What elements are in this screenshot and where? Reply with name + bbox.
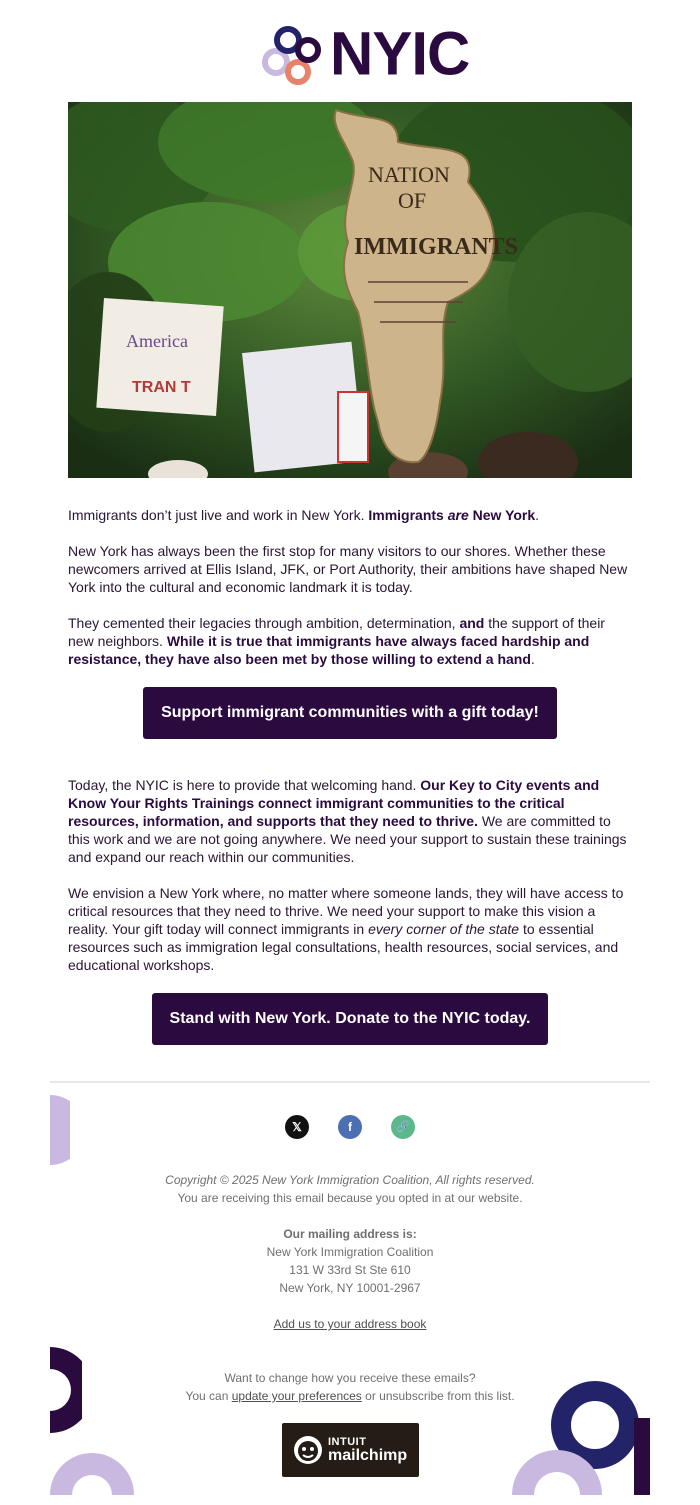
mailing-address-block bbox=[50, 1225, 650, 1297]
donate-button-primary[interactable]: Support immigrant communities with a gift today! bbox=[143, 687, 557, 739]
update-preferences-link[interactable]: update your preferences bbox=[231, 1389, 362, 1403]
link-icon[interactable]: 🔗 bbox=[391, 1115, 415, 1139]
svg-text:America: America bbox=[126, 331, 188, 351]
optin-reason-text: You are receiving this email because you opted in at our website. bbox=[177, 1191, 523, 1205]
middle-paragraph-1: Today, the NYIC is here to provide that welcoming hand. Our Key to City events and Know Your Rights Trainings connect immigrant communities to the critical resources, information, and supports that they need to thrive. We are committed to this work and we are not going anywhere. We need your support to sustain these trainings and expand our reach within our communities. bbox=[68, 777, 627, 865]
hero-illustration bbox=[68, 102, 632, 478]
add-to-address-book-link[interactable]: Add us to your address book bbox=[273, 1317, 427, 1331]
svg-text:TRAN T: TRAN T bbox=[132, 379, 191, 396]
intuit-text: INTUIT bbox=[328, 1436, 367, 1448]
city-address: New York, NY 10001-2967 bbox=[279, 1281, 421, 1295]
deco-lavender-arc-left bbox=[50, 1090, 70, 1170]
nyic-wordmark: NYIC bbox=[330, 19, 470, 88]
svg-text:IMMIGRANTS: IMMIGRANTS bbox=[354, 234, 519, 260]
mailing-address-label: Our mailing address is: bbox=[283, 1227, 417, 1241]
deco-lavender-ring-bottom-left bbox=[50, 1447, 134, 1495]
mailchimp-badge[interactable] bbox=[282, 1423, 419, 1477]
hero-image[interactable] bbox=[68, 102, 632, 478]
nyic-logo[interactable] bbox=[262, 19, 470, 88]
x-icon[interactable]: 𝕏 bbox=[285, 1115, 309, 1139]
freddie-icon bbox=[292, 1434, 324, 1466]
footer-divider bbox=[50, 1081, 650, 1083]
preferences-line: You can update your preferences or unsubscribe from this list. bbox=[185, 1389, 515, 1403]
org-name: New York Immigration Coalition bbox=[266, 1245, 434, 1259]
mailchimp-text: mailchimp bbox=[328, 1447, 408, 1464]
intro-paragraph-1: Immigrants don’t just live and work in New York. Immigrants are New York. bbox=[68, 507, 540, 523]
preferences-block bbox=[50, 1369, 650, 1405]
donate-button-secondary[interactable]: Stand with New York. Donate to the NYIC today. bbox=[152, 993, 548, 1045]
footer-copyright-block bbox=[50, 1171, 650, 1207]
middle-paragraph-2: We envision a New York where, no matter where someone lands, they will have access to critical resources that they need to thrive. We need your support to make this vision a reality. Your gift today will connect immigrants in every corner of the state to essential resources such as immigration legal consultations, health resources, social services, and educational workshops. bbox=[68, 885, 624, 973]
middle-section bbox=[68, 776, 632, 992]
change-emails-question: Want to change how you receive these emails? bbox=[224, 1371, 476, 1385]
intro-section bbox=[68, 506, 632, 686]
address-book-block bbox=[50, 1315, 650, 1333]
street-address: 131 W 33rd St Ste 610 bbox=[289, 1263, 411, 1277]
svg-text:NATION: NATION bbox=[368, 162, 450, 187]
intro-paragraph-2: New York has always been the first stop for many visitors to our shores. Whether these newcomers arrived at Ellis Island, JFK, or Port Authority, their ambitions have shaped New York into the cultural and economic landmark it is today. bbox=[68, 543, 628, 595]
copyright-text: Copyright © 2025 New York Immigration Coalition, All rights reserved. bbox=[165, 1173, 535, 1187]
facebook-icon[interactable]: f bbox=[338, 1115, 362, 1139]
intro-paragraph-3: They cemented their legacies through ambition, determination, and the support of their new neighbors. While it is true that immigrants have always faced hardship and resistance, they have also been met by those willing to extend a hand. bbox=[68, 615, 605, 667]
nyic-logo-mark bbox=[262, 26, 326, 86]
svg-text:OF: OF bbox=[398, 188, 427, 213]
